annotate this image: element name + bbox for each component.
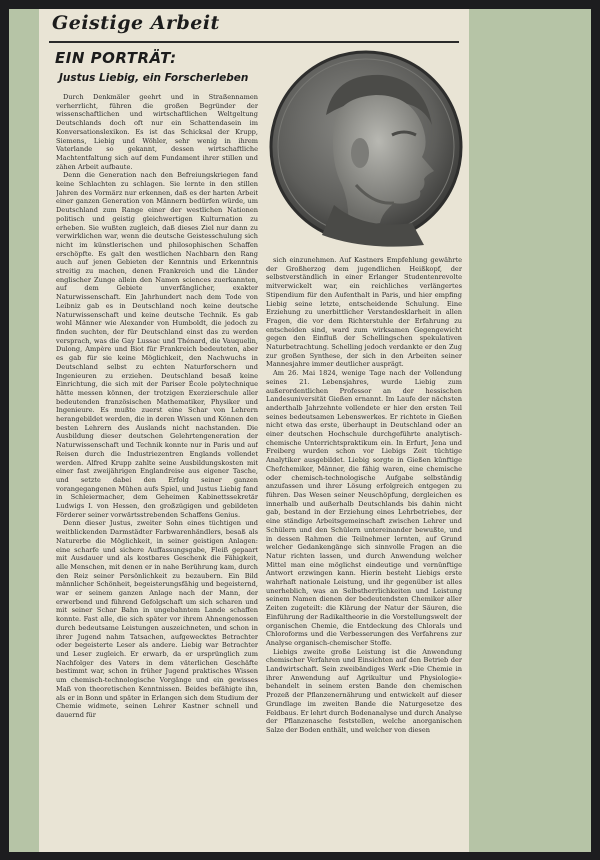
article-paragraph: sich einzunehmen. Auf Kastners Empfehlung gewährte der Großherzog dem jugendlichen Heißkopf, der selbstverständlich in einer Erlanger Studentenrevolte mitverwickelt war, ein reichliches verlängertes Stipendium für den Aufenthalt in Paris, und hier empfing Liebig seine letzte, entscheidende Schulung. Eine Erziehung zu unerbittlicher Verstandesklarheit in allen Fragen, die vor dem Richterstuhle der Erfahrung zu entscheiden sind, ward zum wirksamen Gegengewicht gegen den Einfluß der Schellingschen spekulativen Naturbetrachtung. Schelling jedoch verdankte er den Zug zur großen Synthese, der sich in den Arbeiten seiner Mannesjahre immer deutlicher ausprägt. — [266, 256, 462, 369]
article-paragraph: Am 26. Mai 1824, wenige Tage nach der Vollendung seines 21. Lebensjahres, wurde Liebig zum außerordentlichen Professor an der hessischen Landesuniversität Gießen ernannt. Im Laufe der nächsten anderthalb Jahrzehnte vollendete er hier den ersten Teil seines bedeutsamen Lebenswerkes. Er richtete in Gießen nicht etwa das erste, überhaupt in Deutschland oder an einer deutschen Hochschule durchgeführte analytisch-chemische Unterrichtspraktikum ein. In Erfurt, Jena und Freiberg wurden schon vor Liebigs Zeit tüchtige Analytiker ausgebildet. Liebig sorgte in Gießen künftige Chefchemiker, Männer, die fähig waren, eine chemische oder chemisch-technologische Aufgabe selbständig anzufassen und ihrer Lösung erfolgreich entgegen zu führen. Das Wesen seiner Neuschöpfung, dergleichen es innerhalb und außerhalb Deutschlands bis dahin nicht gab, bestand in der Erziehung eines Lehrbetriebes, der eine ständige Arbeitsgemeinschaft zwischen Lehrer und Schülern und den Schülern untereinander bewußte, und in dessen Rahmen die Teilnehmer lernten, auf Grund welcher Gedankengänge sich sinnvolle Fragen an die Natur richten lassen, und durch Anwendung welcher Mittel man eine möglichst eindeutige und vernünftige Antwort erzwingen kann. Hierin besteht Liebigs erste wahrhaft nationale Leistung, und ihr gegenüber ist alles unerheblich, was an Selbstherrlichkeiten und Leistung seinem Namen dienen der bedeutendsten Chemiker aller Zeiten zugeteilt: die Klärung der Natur der Säuren, die Einführung der Radikaltheorie in die Vorstellungswelt der organischen Chemie, die Entdeckung des Chlorals und Chloroforms und die Verbesserungen des Verfahrens zur Analyse organisch-chemischer Stoffe. — [266, 369, 462, 647]
article-column-left — [56, 93, 258, 848]
section-header-title: Geistige Arbeit — [52, 12, 220, 34]
mat-background — [9, 9, 591, 852]
document-page — [39, 9, 469, 852]
header-divider — [49, 41, 459, 43]
article-paragraph: Denn die Generation nach den Befreiungskriegen fand keine Schlachten zu schlagen. Sie lernte in den stillen Jahren des Vormärz nur erkennen, daß es der harten Arbeit einer ganzen Generation von Männern bedürfen würde, um Deutschland zum Range einer der westlichen Nationen politisch und geistig gleichwertigen Kulturnation zu erheben. Sie wußten zugleich, daß dieses Ziel nur dann zu verwirklichen war, wenn die deutsche Geistesschulung sich nicht im künstlerischen und philosophischen Schaffen erschöpfte. Es galt den westlichen Nachbarn den Rang auch auf jenen Gebieten der Kenntnis und Erkenntnis streitig zu machen, denen Frankreich und die Länder englischer Zunge allein den Namen sciences zuerkannten, auf dem Gebiete unverfänglicher, exakter Naturwissenschaft. Ein Jahrhundert nach dem Tode von Leibniz gab es in Deutschland noch keine deutsche Naturwissenschaft und keine deutsche Technik. Es gab wohl Männer wie Alexander von Humboldt, die jedoch zu finden suchten, der für Deutschland einst das zu werden versprach, was die Gay Lussac und Thénard, die Vauquelin, Dulong, Ampère und Biot für Frankreich bedeuteten, aber es gab für sie keine Möglichkeit, den Nachwuchs in Deutschland selbst zu echten Naturforschern und Ingenieuren zu erziehen. Deutschland besaß keine Einrichtung, die sich mit der Pariser École polytechnique hätte messen können, der trotzigen Exerzierschule aller bedeutenden französischen Mathematiker, Physiker und Ingenieure. Es mußte zuerst eine Schar von Lehrern herangebildet werden, die in deren Wissen und Können den besten Lehrern des Auslands nicht nachstanden. Die Ausbildung dieser deutschen Gelehrtengeneration der Naturwissenschaft und Technik konnte nur in Paris und auf Reisen durch die Industriezentren Englands vollendet werden. Alfred Krupp zahlte seine Ausbildungskosten mit einer fast zweijährigen Englandreise aus eigener Tasche, und setzte dabei den Erfolg seiner ganzen vorangegangenen Mühen aufs Spiel, und Justus Liebig fand in Schleiermacher, dem Geheimen Kabinettssekretär Ludwigs I. von Hessen, den großzügigen und gebildeten Förderer seiner vorwärtsstrebenden Schaffens Genius. — [56, 171, 258, 519]
portrait-medallion-icon — [264, 45, 464, 250]
article-paragraph: Denn dieser Justus, zweiter Sohn eines tüchtigen und weitblickenden Darmstädter Farbwarenhändlers, besaß als Naturerbe die Möglichkeit, in seiner geistigen Anlagen: eine scharfe und sichere Auffassungsgabe, Fleiß gepaart mit Ausdauer und als kostbares Geschenk die Fähigkeit, alle Menschen, mit denen er in nahe Berührung kam, durch den Reiz seiner Persönlichkeit zu bezaubern. Ein Bild männlicher Schönheit, begeisterungsfähig und begeisternd, war er seinem ganzen Anlage nach der Mann, der erwerbend und führend Gefolgschaft um sich scharen und mit seiner Schar Bahn in ungebahntem Lande schaffen konnte. Fast alle, die sich später vor ihrem Ahnengenossen durch bedeutsame Leistungen auszeichneten, und schon in ihrer Jugend nahm Tatsachen, aufgewecktes Betrachter oder begeisterte Leser als andere. Liebig war Betrachter und Leser zugleich. Er erwarb, da er ursprünglich zum Nachfolger des Vaters in dem väterlichen Geschäfte bestimmt war, schon in früher Jugend praktisches Wissen um chemisch-technologische Vorgänge und ein gewisses Maß von theoretischen Kenntnissen. Beides befähigte ihn, als er in Bonn und später in Erlangen sich dem Studium der Chemie widmete, seinen Lehrer Kastner schnell und dauernd für — [56, 519, 258, 719]
article-subtitle: Justus Liebig, ein Forscherleben — [59, 72, 249, 84]
article-title: EIN PORTRÄT: — [55, 49, 177, 67]
article-paragraph: Liebigs zweite große Leistung ist die Anwendung chemischer Verfahren und Einsichten auf den Betrieb der Landwirtschaft. Sein zweibändiges Werk »Die Chemie in ihrer Anwendung auf Agrikultur und Physiologie« behandelt in seinem ersten Bande den chemischen Prozeß der Pflanzenernährung und entwickelt auf dieser Grundlage im zweiten Bande die Naturgesetze des Feldbaus. Er lehrt durch Bodenanalyse und durch Analyse der Pflanzenasche feststellen, welche anorganischen Salze der Boden enthält, und welcher von diesen — [266, 647, 462, 734]
article-column-right — [266, 256, 462, 848]
article-paragraph: Durch Denkmäler geehrt und in Straßennamen verherrlicht, führen die großen Begründer der wissenschaftlichen und wirtschaftlichen Weltgeltung Deutschlands doch oft nur ein Schattendasein im Konversationslexikon. Es ist das Schicksal der Krupp, Siemens, Liebig und Wöhler, sehr wenig in ihrem Vaterlande so gekannt, dessen wirtschaftliche Machtentfaltung sich auf dem Fundament ihrer stillen und zähen Arbeit aufbaute. — [56, 93, 258, 171]
